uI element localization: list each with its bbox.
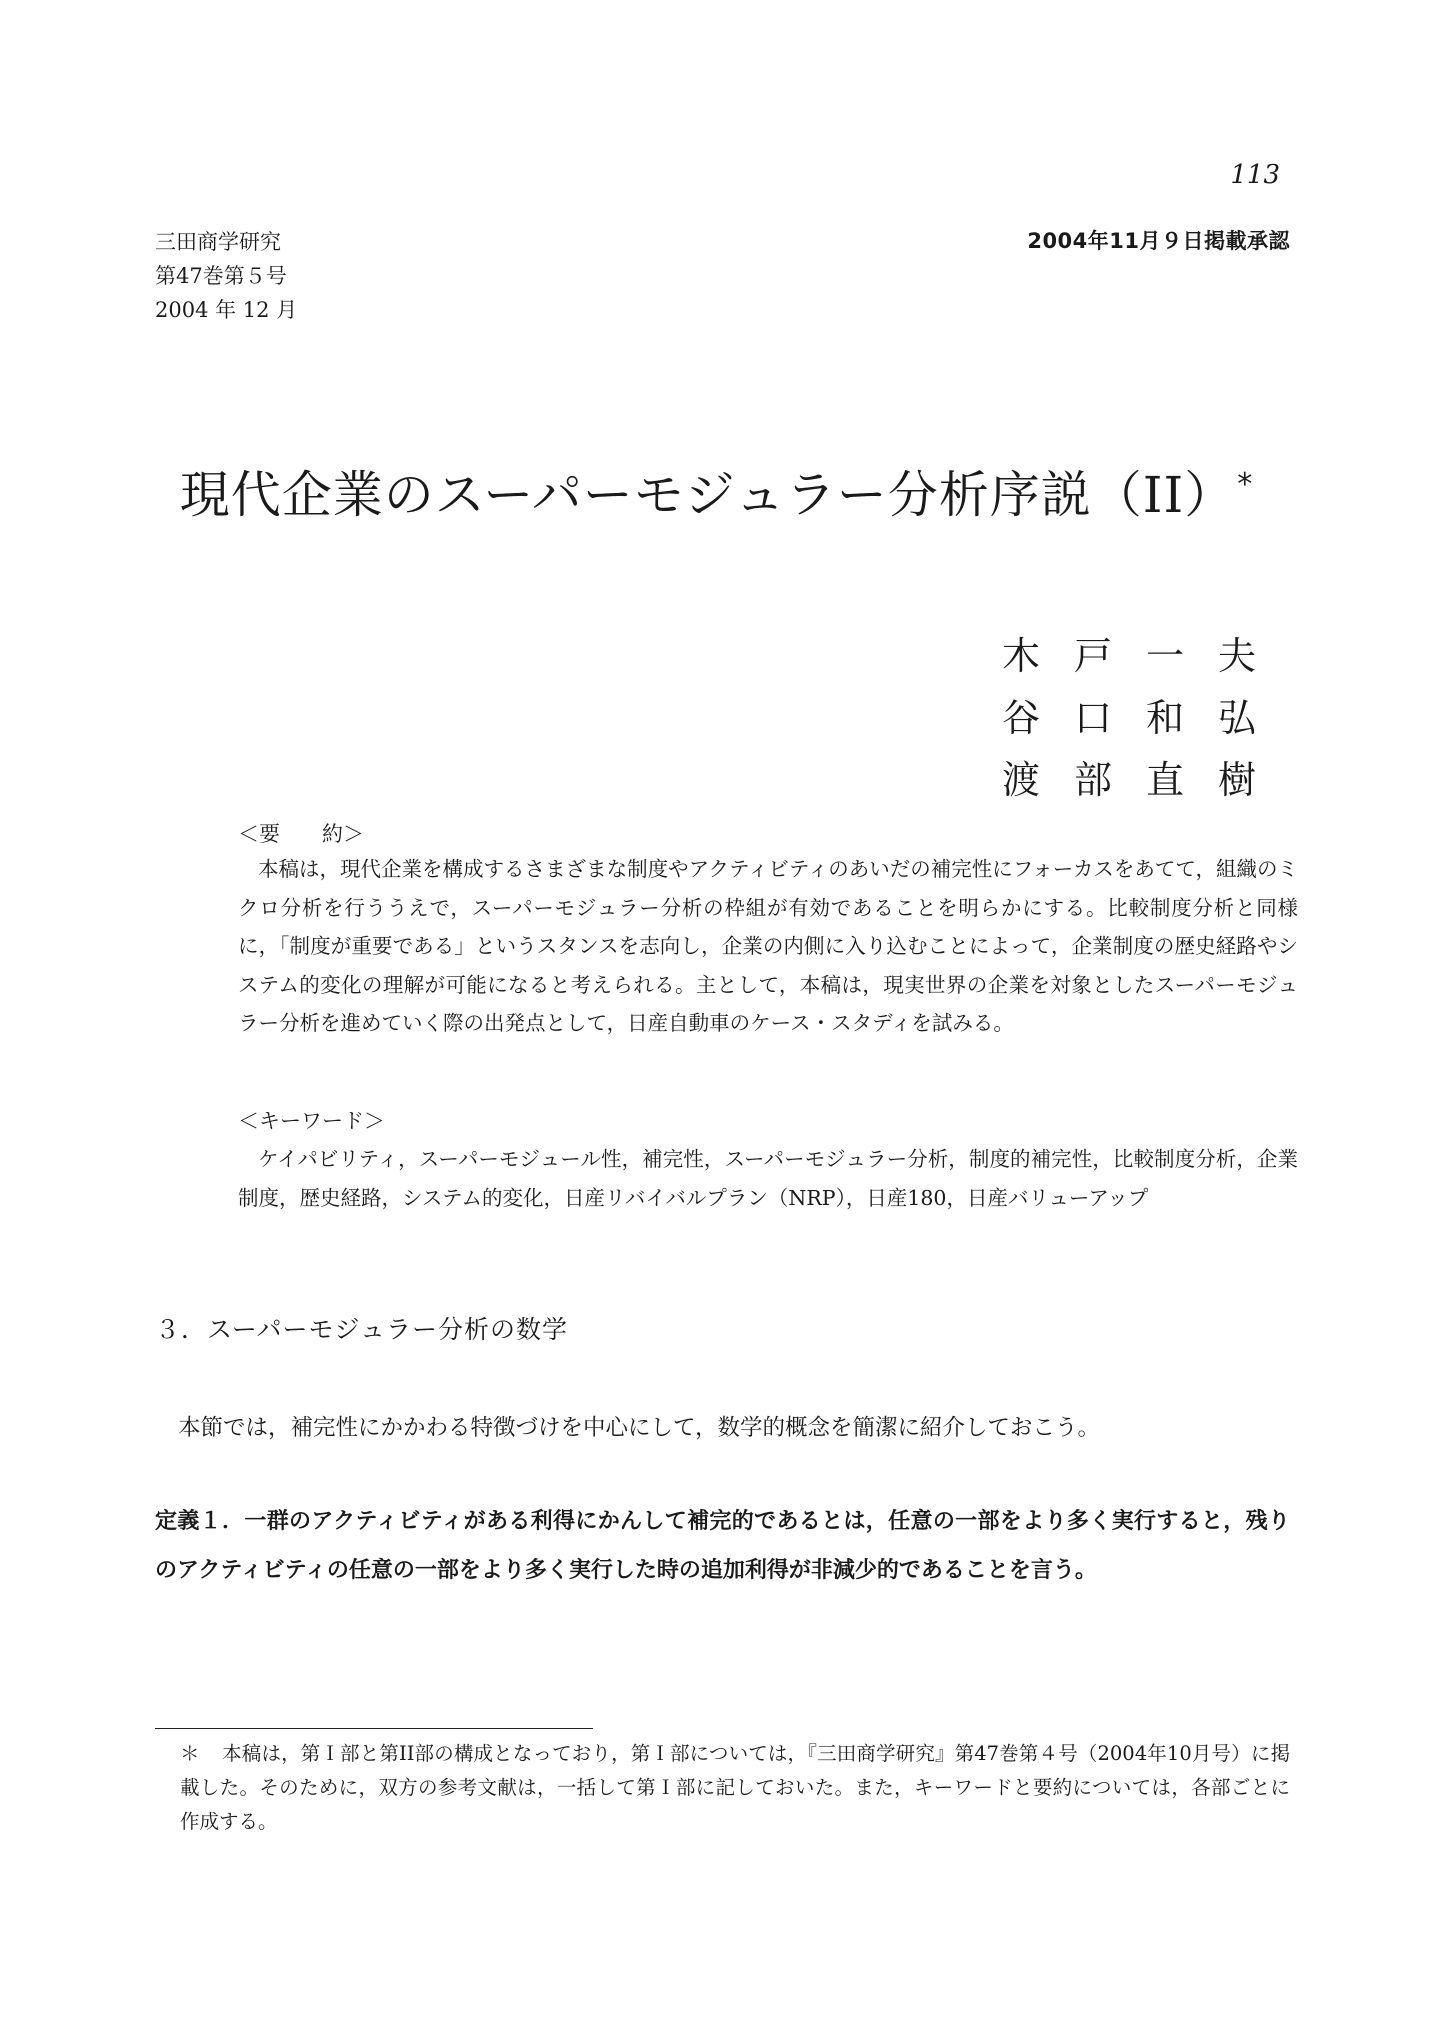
author-char: 木 bbox=[1001, 634, 1040, 678]
author-char: 戸 bbox=[1073, 634, 1112, 678]
abstract-label: ＜要 約＞ bbox=[238, 822, 364, 846]
author-char: 渡 bbox=[1001, 758, 1040, 802]
author-char: 口 bbox=[1073, 696, 1112, 740]
footnote-divider bbox=[155, 1728, 593, 1729]
title-text: 現代企業のスーパーモジュラー分析序説（II） bbox=[179, 466, 1236, 524]
publication-date: 2004 年 12 月 bbox=[155, 298, 298, 322]
journal-name: 三田商学研究 bbox=[155, 230, 281, 254]
author-char: 弘 bbox=[1217, 696, 1256, 740]
page-number: 113 bbox=[1230, 160, 1280, 190]
author-char: 和 bbox=[1145, 696, 1184, 740]
author-kido bbox=[985, 625, 1273, 687]
keywords-body: ケイパビリティ，スーパーモジュール性，補完性，スーパーモジュラー分析，制度的補完性，比較制度分析，企業制度，歴史経路，システム的変化，日産リバイバルプラン（NRP），日産180，日産バリューアップ bbox=[238, 1147, 1298, 1210]
author-taniguchi bbox=[985, 687, 1273, 749]
footnote bbox=[180, 1737, 1290, 1839]
keywords-label: ＜キーワード＞ bbox=[238, 1109, 385, 1133]
approval-date: 2004年11月９日掲載承認 bbox=[1027, 229, 1290, 253]
author-list bbox=[985, 625, 1273, 811]
author-char: 谷 bbox=[1001, 696, 1040, 740]
section-intro: 本節では，補完性にかかわる特徴づけを中心にして，数学的概念を簡潔に紹介しておこう。 bbox=[178, 1415, 1101, 1441]
author-char: 樹 bbox=[1217, 758, 1256, 802]
author-char: 部 bbox=[1073, 758, 1112, 802]
title-footnote-marker: * bbox=[1237, 467, 1254, 502]
volume-issue: 第47巻第５号 bbox=[155, 264, 287, 288]
abstract-body: 本稿は，現代企業を構成するさまざまな制度やアクティビティのあいだの補完性にフォーカスをあてて，組織のミクロ分析を行ううえで，スーパーモジュラー分析の枠組が有効であることを明らかにする。比較制度分析と同様に，「制度が重要である」というスタンスを志向し，企業の内側に入り込むことによって，企業制度の歴史経路やシステム的変化の理解が可能になると考えられる。主として，本稿は，現実世界の企業を対象としたスーパーモジュラー分析を進めていく際の出発点として，日産自動車のケース・スタディを試みる。 bbox=[238, 857, 1298, 1035]
footnote-text: 本稿は，第Ｉ部と第II部の構成となっており，第Ｉ部については，『三田商学研究』第47巻第４号（2004年10月号）に掲載した。そのために，双方の参考文献は，一括して第Ｉ部に記しておいた。また，キーワードと要約については，各部ごとに作成する。 bbox=[180, 1742, 1290, 1833]
section-heading: ３．スーパーモジュラー分析の数学 bbox=[155, 1315, 569, 1344]
paper-title bbox=[0, 455, 1433, 527]
definition-1: 定義１．一群のアクティビティがある利得にかんして補完的であるとは，任意の一部をより多く実行すると，残りのアクティビティの任意の一部をより多く実行した時の追加利得が非減少的であることを言う。 bbox=[155, 1509, 1290, 1583]
author-char: 直 bbox=[1145, 758, 1184, 802]
author-char: 夫 bbox=[1217, 634, 1256, 678]
journal-info bbox=[155, 225, 297, 327]
author-char: 一 bbox=[1145, 634, 1184, 678]
author-watanabe bbox=[985, 749, 1273, 811]
footnote-marker: ＊ bbox=[180, 1742, 200, 1765]
